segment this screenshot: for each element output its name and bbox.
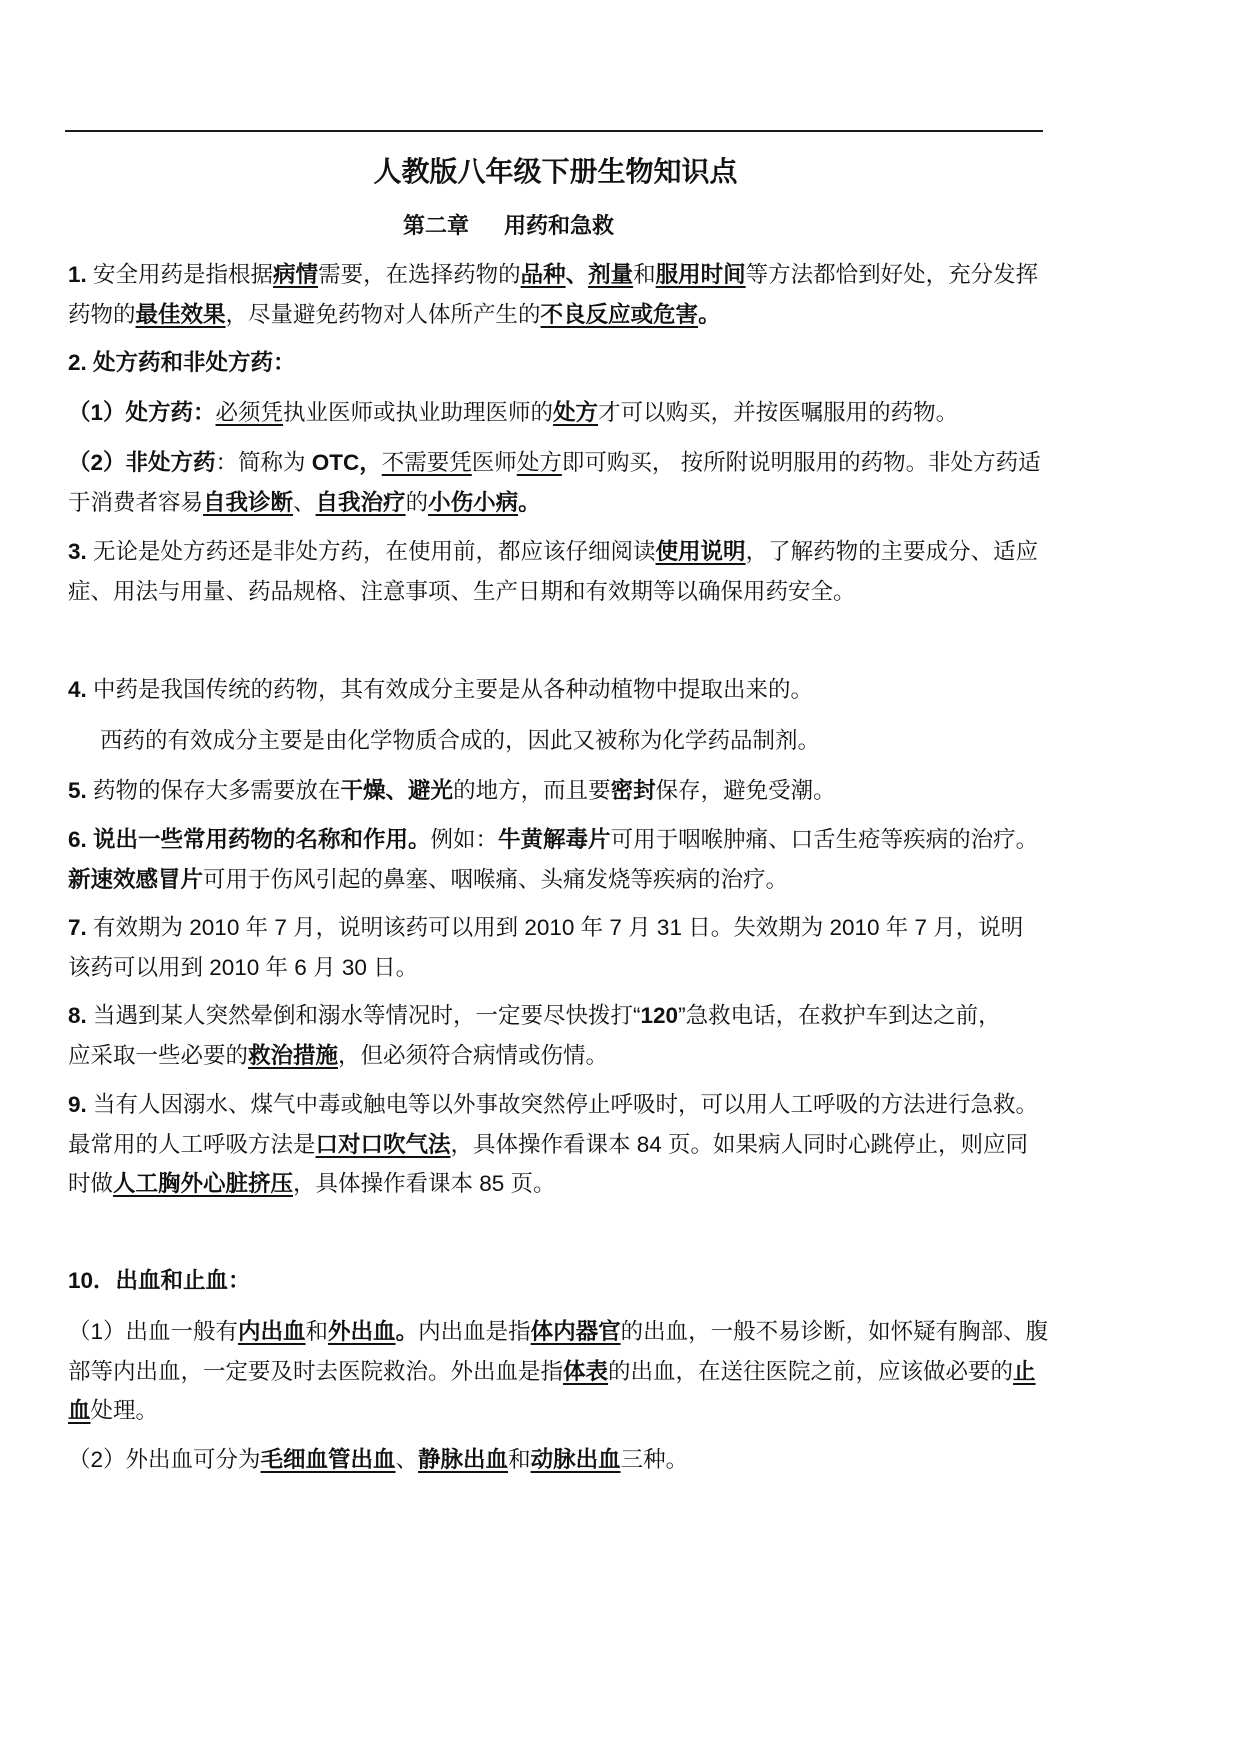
- point-10-sub-1: [68, 1312, 1049, 1431]
- key-term: 处方: [553, 400, 599, 425]
- text-line: [68, 1352, 1043, 1392]
- text-line: [68, 483, 1043, 523]
- text-line: [68, 908, 1043, 948]
- text-line: [68, 393, 1043, 433]
- text-line: [68, 1261, 1043, 1301]
- body-text: 的出血，一般不易诊断，如怀疑有胸部、腹: [620, 1319, 1049, 1344]
- body-text: ，具体操作看课本 85 页。: [293, 1171, 556, 1196]
- point-4: [68, 670, 1043, 710]
- body-text: 、: [395, 1447, 419, 1472]
- body-text: ，但必须符合病情或伤情。: [338, 1042, 609, 1068]
- body-text: 当遇到某人突然晕倒和溺水等情况时，一定要尽快拨打“: [93, 1003, 641, 1028]
- key-term: 小伤小病: [428, 489, 519, 515]
- point-8: [68, 996, 1043, 1075]
- key-term: 病情: [273, 262, 319, 287]
- key-term: 血: [68, 1398, 91, 1423]
- body-text: 、: [293, 489, 316, 515]
- text-line: [68, 295, 1043, 335]
- text-line: [100, 721, 1000, 761]
- body-text: 可用于伤风引起的鼻塞、咽喉痛、头痛发烧等疾病的治疗。: [203, 866, 789, 892]
- header-rule: [65, 130, 1043, 132]
- text-line: [68, 532, 1043, 572]
- body-text: 可用于咽喉肿痛、口舌生疮等疾病的治疗。: [610, 827, 1039, 852]
- section-heading: 6. 说出一些常用药物的名称和作用。: [68, 827, 431, 852]
- text-line: [68, 948, 1043, 988]
- body-text: 应采取一些必要的: [68, 1042, 249, 1068]
- key-term: 静脉出血: [418, 1447, 509, 1472]
- key-term: 外出血: [328, 1319, 396, 1344]
- text-line: [68, 1312, 1049, 1352]
- bold-text: 新速效感冒片: [68, 866, 204, 892]
- text-line: [68, 1085, 1043, 1125]
- body-text: 例如：: [430, 827, 499, 852]
- body-text: 三种。: [620, 1447, 689, 1472]
- text-line: [68, 1036, 1043, 1076]
- body-text: 药物的: [68, 301, 136, 327]
- body-text: ：简称为: [215, 450, 312, 475]
- body-text: 才可以购买，并按医嘱服用的药物。: [598, 400, 959, 425]
- body-text: 执业医师或执业助理医师的: [283, 400, 554, 425]
- key-term: 止: [1013, 1358, 1036, 1384]
- body-text: 症、用法与用量、药品规格、注意事项、生产日期和有效期等以确保用药安全。: [68, 578, 856, 604]
- body-text: 和: [633, 262, 656, 287]
- point-10: [68, 1261, 1043, 1301]
- underlined-text: 不需要凭: [381, 450, 472, 475]
- section-heading: 10．出血和止血：: [68, 1268, 251, 1293]
- body-text: 该药可以用到 2010 年 6 月 30 日。: [68, 954, 419, 980]
- text-line: [68, 771, 1043, 811]
- text-line: [68, 572, 1043, 612]
- sub-heading: （2）非处方药: [68, 450, 216, 475]
- point-2-sub-2: [68, 443, 1043, 522]
- bold-text: 密封: [610, 778, 656, 803]
- body-text: 药物的保存大多需要放在: [93, 778, 341, 803]
- key-term: 毛细血管出血: [260, 1447, 396, 1472]
- body-text: 需要，在选择药物的: [318, 262, 521, 287]
- chapter-heading: [403, 206, 614, 246]
- body-text: 于消费者容易: [68, 489, 204, 515]
- text-line: [68, 860, 1043, 900]
- body-text: 有效期为 2010 年 7 月，说明该药可以用到 2010 年 7 月 31 日。失效期为 2010 年 7 月，说明: [93, 915, 1024, 940]
- point-3: [68, 532, 1043, 611]
- body-text: ，具体操作看课本 84 页。如果病人同时心跳停止，则应同: [450, 1131, 1029, 1157]
- point-10-sub-2: [68, 1440, 1043, 1480]
- body-text: 医师: [471, 450, 517, 475]
- text-line: [68, 1440, 1043, 1480]
- chapter-number: 第二章: [403, 213, 470, 238]
- body-text: 和: [508, 1447, 531, 1472]
- key-term: 人工胸外心脏挤压: [113, 1171, 294, 1196]
- body-text: 最常用的人工呼吸方法是: [68, 1131, 316, 1157]
- body-text: ”急救电话，在救护车到达之前，: [678, 1003, 1001, 1028]
- point-number: 5.: [68, 778, 94, 803]
- body-text: 处理。: [90, 1398, 159, 1423]
- text-line: [68, 820, 1043, 860]
- body-text: 、: [565, 262, 589, 287]
- underlined-text: 处方: [516, 450, 562, 475]
- point-number: 8.: [68, 1003, 94, 1028]
- key-term: 体内器官: [530, 1319, 621, 1344]
- body-text: 无论是处方药还是非处方药，在使用前，都应该仔细阅读: [93, 539, 656, 564]
- key-term: 最佳效果: [135, 301, 226, 327]
- point-7: [68, 908, 1043, 987]
- body-text: 。: [698, 301, 721, 327]
- body-text: 的地方，而且要: [453, 778, 611, 803]
- body-text: 的出血，在送往医院之前，应该做必要的: [608, 1358, 1014, 1384]
- text-line: [68, 443, 1043, 483]
- key-term: 品种: [520, 262, 566, 287]
- key-term: 内出血: [238, 1319, 306, 1344]
- point-5: [68, 771, 1043, 811]
- underlined-text: 必须凭: [215, 400, 284, 425]
- body-text: ，尽量避免药物对人体所产生的: [225, 301, 541, 327]
- body-text: 安全用药是指根据: [93, 262, 274, 287]
- body-text: 即可购买， 按所附说明服用的药物。非处方药适: [561, 450, 1041, 475]
- point-number: 7.: [68, 915, 94, 940]
- bold-text: 120: [640, 1003, 679, 1028]
- sub-heading: （1）处方药：: [68, 400, 216, 425]
- body-text: 西药的有效成分主要是由化学物质合成的，因此又被称为化学药品制剂。: [100, 728, 821, 753]
- body-text: 等方法都恰到好处，充分发挥: [745, 262, 1039, 287]
- body-text: 内出血是指: [418, 1319, 531, 1344]
- key-term: 口对口吹气法: [315, 1131, 451, 1157]
- key-term: 不良反应或危害: [540, 301, 699, 327]
- key-term: 自我诊断: [203, 489, 294, 515]
- text-line: [68, 1391, 1043, 1431]
- key-term: 体表: [563, 1358, 609, 1384]
- key-term: 使用说明: [655, 539, 746, 564]
- key-term: 剂量: [588, 262, 634, 287]
- point-1: [68, 255, 1043, 334]
- bold-text: OTC，: [311, 450, 382, 475]
- key-term: 动脉出血: [530, 1447, 621, 1472]
- point-number: 9.: [68, 1092, 94, 1117]
- point-2-sub-1: [68, 393, 1043, 433]
- key-term: 服用时间: [655, 262, 746, 287]
- body-text: 当有人因溺水、煤气中毒或触电等以外事故突然停止呼吸时，可以用人工呼吸的方法进行急救。: [93, 1092, 1039, 1117]
- body-text: 中药是我国传统的药物，其有效成分主要是从各种动植物中提取出来的。: [93, 677, 814, 702]
- text-line: [68, 343, 1043, 383]
- text-line: [68, 670, 1043, 710]
- point-6: [68, 820, 1043, 899]
- section-heading: 2. 处方药和非处方药：: [68, 350, 296, 375]
- body-text: 保存，避免受潮。: [655, 778, 836, 803]
- point-4-continued: [100, 721, 1000, 761]
- body-text: 的: [405, 489, 429, 515]
- key-term: 救治措施: [248, 1042, 339, 1068]
- body-text: 部等内出血，一定要及时去医院救治。外出血是指: [68, 1358, 564, 1384]
- point-number: 1.: [68, 262, 94, 287]
- text-line: [68, 1125, 1043, 1165]
- page-title: 人教版八年级下册生物知识点: [373, 156, 738, 187]
- point-number: 3.: [68, 539, 94, 564]
- text-line: [68, 996, 1043, 1036]
- body-text: （2）外出血可分为: [68, 1447, 261, 1472]
- body-text: 时做: [68, 1171, 114, 1196]
- body-text: 。: [518, 489, 541, 515]
- bold-text: 干燥、避光: [340, 778, 454, 803]
- body-text: （1）出血一般有: [68, 1319, 239, 1344]
- chapter-title: 用药和急救: [504, 213, 615, 238]
- bold-text: 牛黄解毒片: [498, 827, 611, 852]
- body-text: 和: [305, 1319, 329, 1344]
- point-9: [68, 1085, 1043, 1204]
- key-term: 自我治疗: [315, 489, 406, 515]
- body-text: ，了解药物的主要成分、适应: [745, 539, 1039, 564]
- text-line: [68, 1164, 1043, 1204]
- point-2: [68, 343, 1043, 383]
- text-line: [68, 255, 1043, 295]
- body-text: 。: [395, 1319, 419, 1344]
- point-number: 4.: [68, 677, 94, 702]
